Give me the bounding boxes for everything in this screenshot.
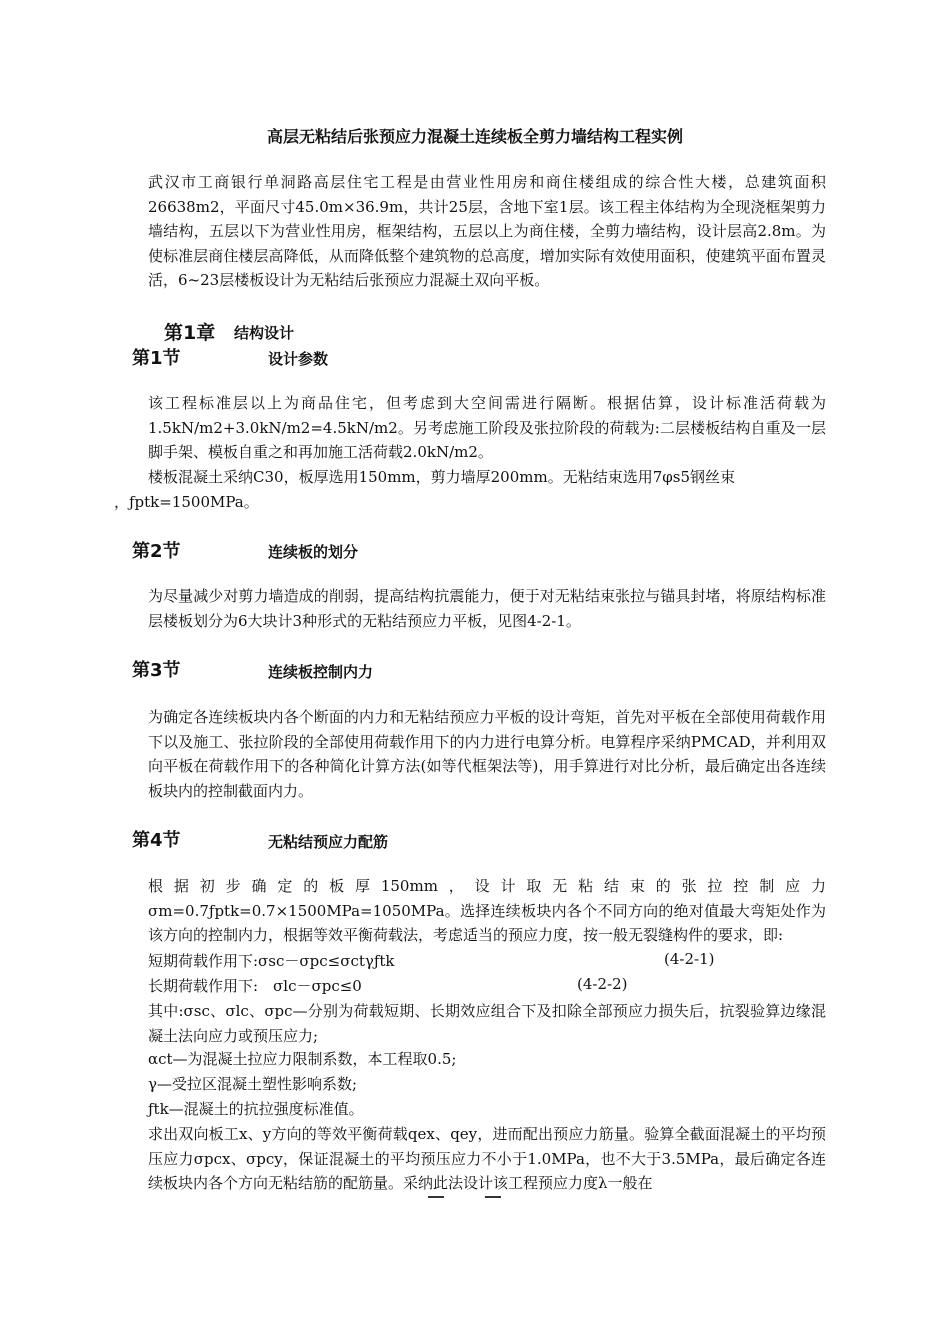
section-3-text: 为确定各连续板块内各个断面的内力和无粘结预应力平板的设计弯矩，首先对平板在全部使用荷载作用下以及施工、张拉阶段的全部使用荷载作用下的内力进行电算分析。电算程序采纳PMCAD，并利用双向平板在荷载作用下的各种简化计算方法(如等代框架法等)，用手算进行对比分析，最后确定出各连续板块内的控制截面内力。 xyxy=(148,708,826,800)
intro-paragraph xyxy=(114,170,826,293)
section-4-number: 第4节 xyxy=(132,830,181,851)
section-3-number: 第3节 xyxy=(132,660,181,681)
section-4-text-3: 求出双向板工x、y方向的等效平衡荷载qex、qey，进而配出预应力筋量。验算全截面混凝土的平均预压应力σpcx、σpcy，保证混凝土的平均预压应力不小于1.0MPa，也不大于3.5MPa，最后确定各连续板块内各个方向无粘结筋的配筋量。采纳此法设计该工程预应力度λ一般在 xyxy=(148,1125,826,1192)
chapter-title: 结构设计 xyxy=(234,324,295,342)
section-1-number: 第1节 xyxy=(132,348,181,369)
definition-3: ƒtk—混凝土的抗拉强度标准值。 xyxy=(148,1100,364,1118)
section-3-title: 连续板控制内力 xyxy=(268,663,374,681)
section-1-text-1: 该工程标准层以上为商品住宅，但考虑到大空间需进行隔断。根据估算，设计标准活荷载为1.5kN/m2+3.0kN/m2=4.5kN/m2。另考虑施工阶段及张拉阶段的荷载为:二层楼板结构自重及一层脚手架、模板自重之和再加施工活荷载2.0kN/m2。 xyxy=(148,394,826,461)
document-title: 高层无粘结后张预应力混凝土连续板全剪力墙结构工程实例 xyxy=(266,127,683,146)
section-2-text: 为尽量减少对剪力墙造成的削弱，提高结构抗震能力，便于对无粘结束张拉与锚具封堵，将原结构标准层楼板划分为6大块计3种形式的无粘结预应力平板，见图4-2-1。 xyxy=(148,587,826,630)
equation-2: 长期荷载作用下: σlc－σpc≤0 xyxy=(148,977,362,995)
section-3-paragraph xyxy=(114,705,826,803)
section-1-text-2a: 楼板混凝土采纳C30，板厚选用150mm，剪力墙厚200mm。无粘结束选用7φs5钢丝束 xyxy=(148,468,736,486)
section-4-paragraph-1 xyxy=(114,874,826,948)
section-4-paragraph-3 xyxy=(114,1122,826,1196)
section-4-text-1: 根据初步确定的板厚150mm，设计取无粘结束的张拉控制应力σm=0.7ƒptk=0.7×1500MPa=1050MPa。选择连续板块内各个不同方向的绝对值最大弯矩处作为该方向的控制内力，根据等效平衡荷载法，考虑适当的预应力度，按一般无裂缝构件的要求，即: xyxy=(148,877,826,944)
section-2-number: 第2节 xyxy=(132,541,181,562)
underline-mark-1 xyxy=(428,1196,444,1198)
equation-1: 短期荷载作用下:σsc－σpc≤σctγƒtk xyxy=(148,952,395,970)
underline-mark-2 xyxy=(485,1196,501,1198)
definition-1: αct—为混凝土拉应力限制系数，本工程取0.5; xyxy=(148,1050,457,1068)
definition-2: γ—受拉区混凝土塑性影响系数; xyxy=(148,1075,358,1093)
section-4-text-2: 其中:σsc、σlc、σpc—分别为荷载短期、长期效应组合下及扣除全部预应力损失后，抗裂验算边缘混凝土法向应力或预压应力; xyxy=(148,1002,826,1045)
chapter-number: 第1章 xyxy=(164,322,216,344)
section-1-title: 设计参数 xyxy=(268,350,329,368)
section-1-text-2b: ，ƒptk=1500MPa。 xyxy=(114,493,259,511)
equation-1-number: (4-2-1) xyxy=(664,950,715,968)
section-2-paragraph xyxy=(114,584,826,633)
intro-text: 武汉市工商银行单洞路高层住宅工程是由营业性用房和商住楼组成的综合性大楼，总建筑面积26638m2，平面尺寸45.0m×36.9m，共计25层，含地下室1层。该工程主体结构为全现浇框架剪力墙结构，五层以下为营业性用房，框架结构，五层以上为商住楼，全剪力墙结构，设计层高2.8m。为使标准层商住楼层高降低，从而降低整个建筑物的总高度，增加实际有效使用面积，使建筑平面布置灵活，6~23层楼板设计为无粘结后张预应力混凝土双向平板。 xyxy=(148,173,826,289)
section-1-paragraph-1 xyxy=(114,391,826,465)
equation-2-number: (4-2-2) xyxy=(577,975,628,993)
section-4-title: 无粘结预应力配筋 xyxy=(268,833,389,851)
section-4-paragraph-2 xyxy=(114,999,826,1048)
section-2-title: 连续板的划分 xyxy=(268,543,359,561)
